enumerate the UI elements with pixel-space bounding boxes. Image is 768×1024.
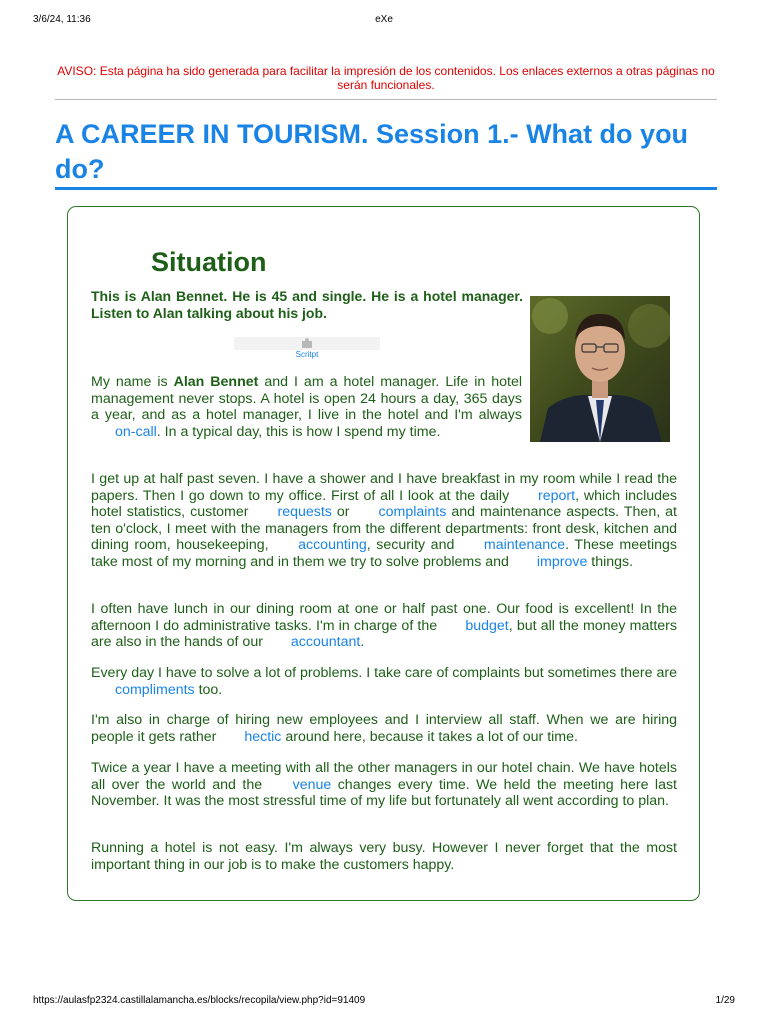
paragraph-7: Running a hotel is not easy. I'm always very busy. However I never forget that the most important thing in our job is to make the customers happy. (91, 840, 677, 873)
glossary-term[interactable]: report (538, 487, 576, 504)
glossary-term[interactable]: budget (465, 617, 509, 634)
script-link[interactable]: Scritpt (295, 350, 319, 359)
paragraph-5: I'm also in charge of hiring new employees and I interview all staff. When we are hiring people it gets rather hectic around here, because it takes a lot of our time. (91, 712, 677, 745)
title-underline (55, 187, 717, 190)
glossary-term[interactable]: complaints (378, 504, 447, 520)
glossary-term[interactable]: venue (292, 776, 332, 793)
glossary-term[interactable]: on-call (115, 423, 157, 440)
glossary-term[interactable]: hectic (244, 728, 282, 745)
glossary-term[interactable]: requests (277, 504, 332, 520)
paragraph-4: Every day I have to solve a lot of problems. I take care of complaints but sometimes there are compliments too. (91, 665, 677, 698)
print-datetime: 3/6/24, 11:36 (33, 14, 91, 25)
print-url: https://aulasfp2324.castillalamancha.es/blocks/recopila/view.php?id=91409 (33, 995, 366, 1006)
paragraph-2: I get up at half past seven. I have a shower and I have breakfast in my room while I read the papers. Then I go down to my office. First of all I look at the daily report, which includes hotel statistics, customer requests or complaints and maintenance aspects. Then, at ten o'clock, I meet with the managers from the different departments: front desk, kitchen and dining room, housekeeping, accounting, security and maintenance. These meetings take most of my morning and in them we try to solve problems and improve things. (91, 471, 677, 570)
portrait-photo (530, 296, 670, 442)
divider (55, 99, 717, 100)
glossary-term[interactable]: compliments (115, 681, 195, 698)
print-doc-title: eXe (375, 14, 393, 25)
glossary-term[interactable]: accounting (298, 537, 367, 553)
page-title: A CAREER IN TOURISM. Session 1.- What do you do? (55, 119, 689, 184)
paragraph-1: My name is Alan Bennet and I am a hotel manager. Life in hotel management never stops. A hotel is open 24 hours a day, 365 days a year, and as a hotel manager, I live in the hotel and I'm always on-call. In a typical day, this is how I spend my time. (91, 374, 522, 440)
page-number: 1/29 (715, 995, 735, 1006)
puzzle-icon (300, 336, 314, 348)
glossary-term[interactable]: accountant (290, 634, 361, 650)
print-notice: AVISO: Esta página ha sido generada para facilitar la impresión de los contenidos. Los enlaces externos a otras páginas no serán funcionales. (57, 64, 715, 92)
paragraph-6: Twice a year I have a meeting with all the other managers in our hotel chain. We have hotels all over the world and the venue changes every time. We held the meeting here last November. It was the most stressful time of my life but fortunately all went according to plan. (91, 760, 677, 809)
situation-intro: This is Alan Bennet. He is 45 and single. He is a hotel manager. Listen to Alan talking about his job. (91, 288, 523, 321)
glossary-term[interactable]: maintenance (483, 537, 566, 553)
paragraph-3: I often have lunch in our dining room at one or half past one. Our food is excellent! In the afternoon I do administrative tasks. I'm in charge of the budget, but all the money matters are also in the hands of our accountant. (91, 601, 677, 650)
glossary-term[interactable]: improve (536, 553, 588, 570)
print-footer (33, 995, 735, 1006)
name-highlight: Alan Bennet (173, 374, 259, 390)
situation-heading: Situation (151, 247, 267, 277)
